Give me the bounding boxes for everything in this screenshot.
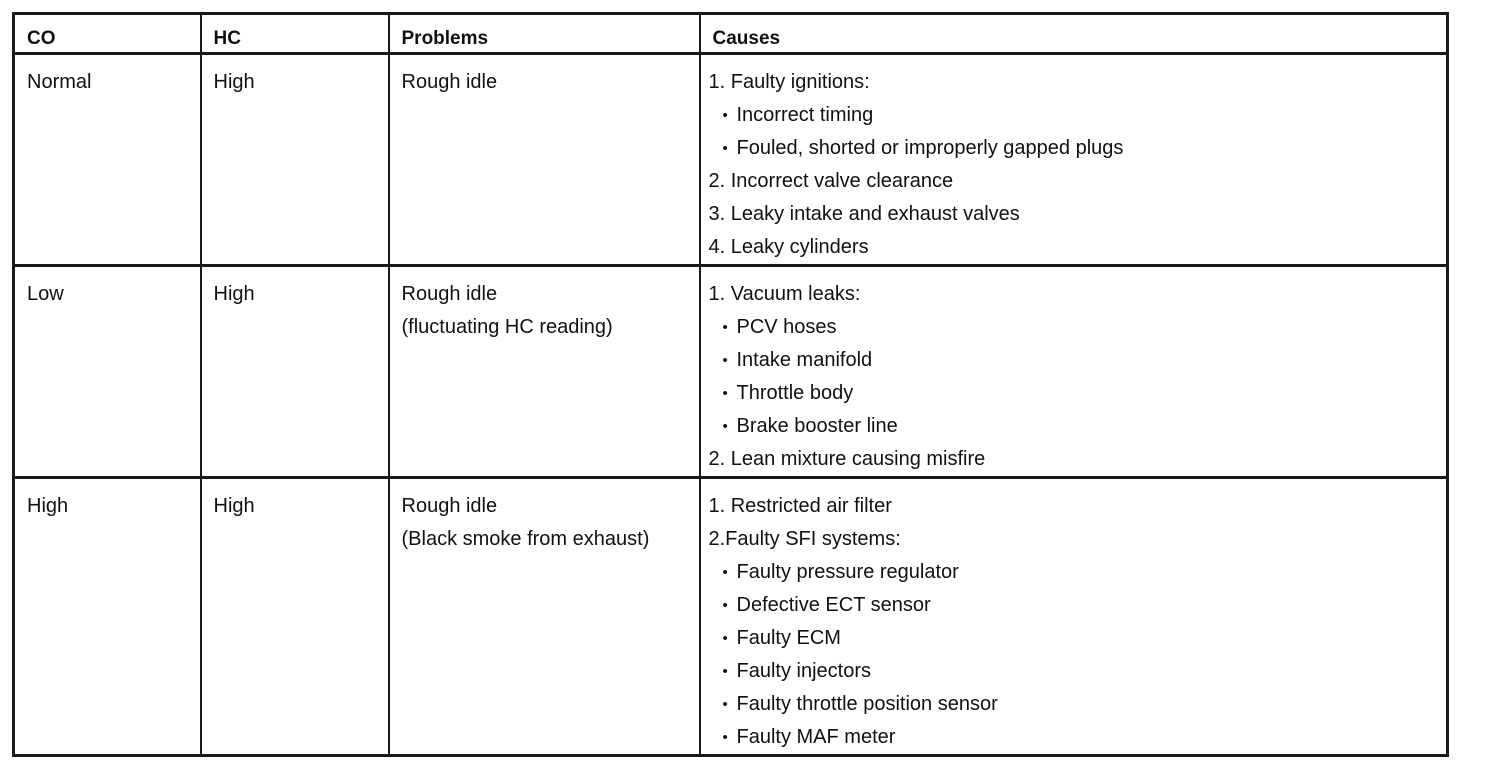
cause-numbered-item: 2. Lean mixture causing misfire (708, 448, 986, 470)
table-row (14, 266, 1448, 478)
problems-cell (389, 478, 700, 756)
causes-cell (700, 478, 1448, 756)
problems-text (390, 55, 699, 99)
co-value: Low (27, 283, 64, 305)
problems-cell (389, 54, 700, 266)
problem-line: Rough idle (401, 495, 498, 517)
causes-cell (700, 54, 1448, 266)
table-body (14, 54, 1448, 756)
causes-list (701, 267, 1447, 476)
table-row (14, 478, 1448, 756)
cause-bullet-item: • Faulty throttle position sensor (709, 688, 1447, 721)
co-value: Normal (27, 71, 92, 93)
hc-cell (201, 478, 389, 756)
causes-list (701, 479, 1447, 754)
table-row (14, 54, 1448, 266)
cause-bullet-item: • Brake booster line (709, 410, 1447, 443)
diagnosis-table (12, 12, 1449, 757)
hc-value: High (213, 495, 255, 517)
cause-bullet-item: • Faulty ECM (709, 622, 1447, 655)
causes-list (701, 55, 1447, 264)
cause-bullet-item: • Faulty injectors (709, 655, 1447, 688)
problem-line: (Black smoke from exhaust) (401, 528, 650, 550)
problems-text (390, 479, 699, 556)
problem-line: Rough idle (401, 71, 498, 93)
cause-bullet-item: • PCV hoses (709, 311, 1447, 344)
header-co: CO (14, 14, 201, 54)
cause-numbered-item: 2. Incorrect valve clearance (708, 170, 954, 192)
hc-cell (201, 54, 389, 266)
cause-bullet-item: • Throttle body (709, 377, 1447, 410)
cause-bullet-item: • Fouled, shorted or improperly gapped plugs (709, 132, 1447, 165)
header-hc: HC (201, 14, 389, 54)
cause-bullet-item: • Faulty MAF meter (709, 721, 1447, 754)
cause-bullet-item: • Intake manifold (709, 344, 1447, 377)
hc-value: High (213, 71, 255, 93)
cause-numbered-item: 1. Vacuum leaks: (708, 283, 861, 305)
table-header (14, 14, 1448, 54)
problems-cell (389, 266, 700, 478)
problems-text (390, 267, 699, 344)
causes-cell (700, 266, 1448, 478)
cause-bullet-item: • Faulty pressure regulator (709, 556, 1447, 589)
header-problems: Problems (389, 14, 700, 54)
problem-line: Rough idle (401, 283, 498, 305)
cause-numbered-item: 1. Faulty ignitions: (708, 71, 870, 93)
problem-line: (fluctuating HC reading) (401, 316, 613, 338)
cause-bullet-item: • Defective ECT sensor (709, 589, 1447, 622)
co-value: High (27, 495, 69, 517)
cause-bullet-item: • Incorrect timing (709, 99, 1447, 132)
hc-value: High (213, 283, 255, 305)
cause-numbered-item: 2.Faulty SFI systems: (708, 528, 901, 550)
cause-numbered-item: 4. Leaky cylinders (708, 236, 869, 258)
hc-cell (201, 266, 389, 478)
co-cell (14, 266, 201, 478)
header-causes: Causes (700, 14, 1448, 54)
cause-numbered-item: 3. Leaky intake and exhaust valves (708, 203, 1020, 225)
co-cell (14, 54, 201, 266)
co-cell (14, 478, 201, 756)
cause-numbered-item: 1. Restricted air filter (708, 495, 892, 517)
header-row (14, 14, 1448, 54)
